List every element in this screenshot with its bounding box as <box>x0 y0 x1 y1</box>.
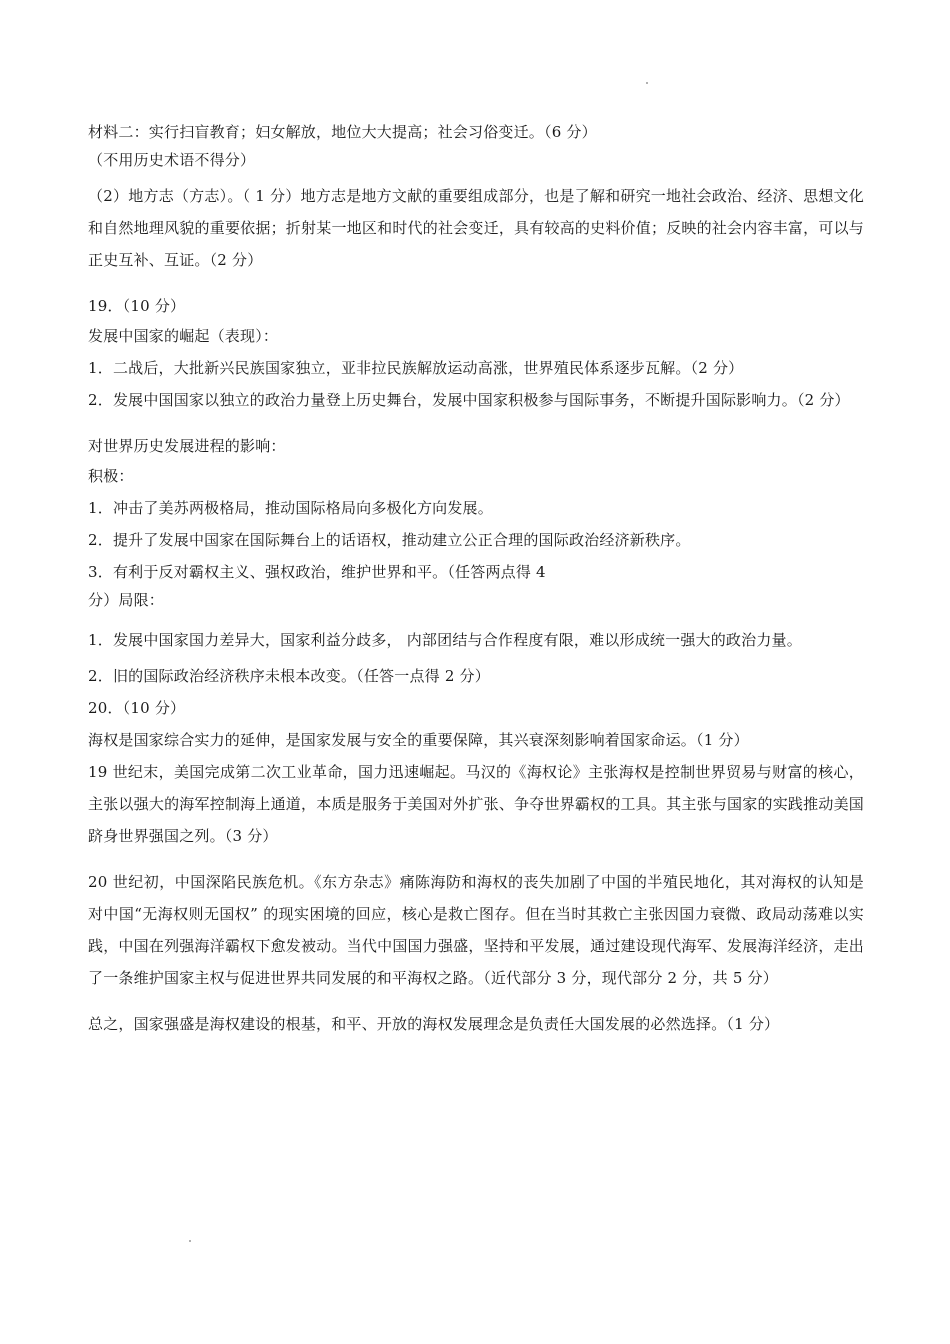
question-19-positive-2: 2．提升了发展中国家在国际舞台上的话语权，推动建立公正合理的国际政治经济新秩序。 <box>88 531 691 549</box>
question-20-china: 20 世纪初，中国深陷民族危机。《东方杂志》痛陈海防和海权的丧失加剧了中国的半殖民地化，其对海权的认知是对中国“无海权则无国权” 的现实困境的回应，核心是救亡图存。但在当时其救亡主张因国力衰微、政局动荡难以实践，中国在列强海洋霸权下愈发被动。当代中国国力强盛，坚持和平发展，通过建设现代海军、发展海洋经济，走出了一条维护国家主权与促进世界共同发展的和平海权之路。（近代部分 3 分，现代部分 2 分，共 5 分） <box>88 873 864 987</box>
question-19-positive-3: 3．有利于反对霸权主义、强权政治，维护世界和平。（任答两点得 4 <box>88 563 546 581</box>
question-20-conclusion: 总之，国家强盛是海权建设的根基，和平、开放的海权发展理念是负责任大国发展的必然选择。（1 分） <box>88 1015 780 1033</box>
question-19-positive-label: 积极： <box>88 467 134 485</box>
question-19-heading: 19．（10 分） <box>88 297 186 315</box>
material-two-line: 材料二：实行扫盲教育；妇女解放，地位大大提高；社会习俗变迁。（6 分） <box>88 123 597 141</box>
question-19-subheading: 发展中国家的崛起（表现）： <box>88 327 279 345</box>
question-20-intro: 海权是国家综合实力的延伸，是国家发展与安全的重要保障，其兴衰深刻影响着国家命运。（1 分） <box>88 731 749 749</box>
question-19-impact-heading: 对世界历史发展进程的影响： <box>88 437 286 455</box>
question-20-heading: 20．（10 分） <box>88 699 186 717</box>
decorative-dot-top <box>646 82 648 84</box>
question-19-point-1: 1．二战后，大批新兴民族国家独立，亚非拉民族解放运动高涨，世界殖民体系逐步瓦解。（2 分） <box>88 359 744 377</box>
terminology-note: （不用历史术语不得分） <box>88 151 256 169</box>
decorative-dot-bottom <box>189 1240 191 1242</box>
question-19-point-2: 2．发展中国国家以独立的政治力量登上历史舞台，发展中国家积极参与国际事务，不断提升国际影响力。（2 分） <box>88 391 850 409</box>
question-19-limitation-label: 分）局限： <box>88 591 165 609</box>
question-19-limitation-1: 1．发展中国家国力差异大，国家利益分歧多， 内部团结与合作程度有限，难以形成统一强大的政治力量。 <box>88 631 802 649</box>
question-19-limitation-2: 2．旧的国际政治经济秩序未根本改变。（任答一点得 2 分） <box>88 667 490 685</box>
answer-2-local-chronicle: （2）地方志（方志）。（ 1 分）地方志是地方文献的重要组成部分，也是了解和研究一地社会政治、经济、思想文化和自然地理风貌的重要依据；折射某一地区和时代的社会变迁，具有较高的史料价值；反映的社会内容丰富，可以与正史互补、互证。（2 分） <box>88 187 864 269</box>
question-20-us-mahan: 19 世纪末，美国完成第二次工业革命，国力迅速崛起。马汉的《海权论》主张海权是控制世界贸易与财富的核心，主张以强大的海军控制海上通道，本质是服务于美国对外扩张、争夺世界霸权的工具。其主张与国家的实践推动美国跻身世界强国之列。（3 分） <box>88 763 864 845</box>
answer-document <box>88 116 864 1040</box>
question-19-positive-1: 1．冲击了美苏两极格局，推动国际格局向多极化方向发展。 <box>88 499 493 517</box>
